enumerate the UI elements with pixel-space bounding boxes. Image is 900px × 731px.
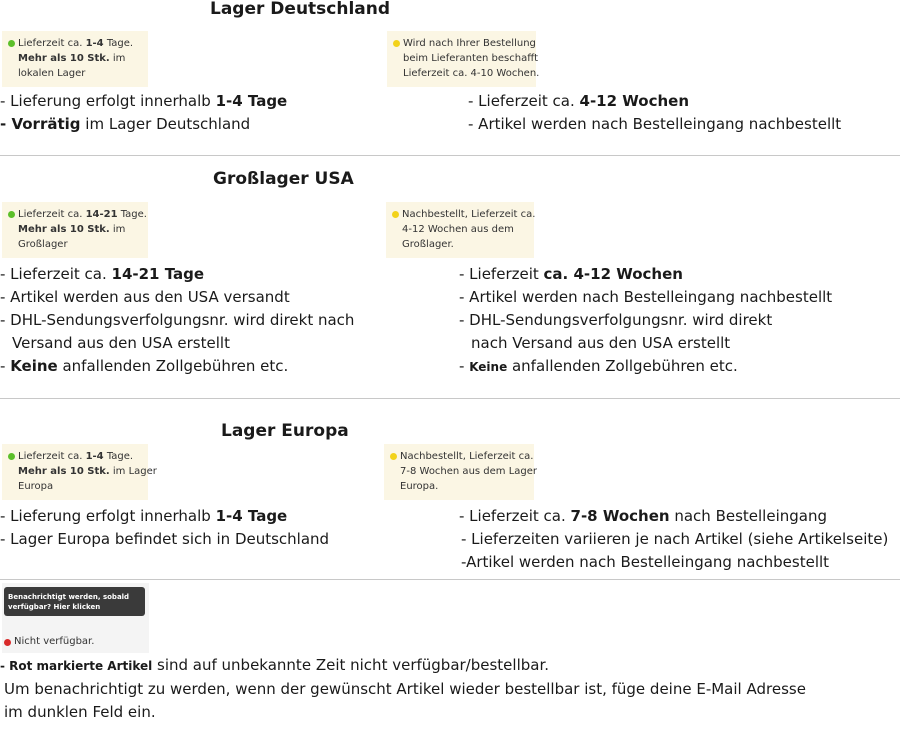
yellow-dot-icon bbox=[393, 40, 400, 47]
info-list-eu-left: - Lieferung erfolgt innerhalb 1-4 Tage - Lager Europa befindet sich in Deutschland bbox=[0, 507, 330, 548]
notify-instructions-line1: Um benachrichtigt zu werden, wenn der gewünscht Artikel wieder bestellbar ist, füge deine E-Mail Adresse bbox=[4, 680, 806, 698]
unavailable-explanation: - Rot markierte Artikel sind auf unbekannte Zeit nicht verfügbar/bestellbar. bbox=[0, 656, 550, 674]
section-title-de: Lager Deutschland bbox=[210, 0, 391, 19]
info-list-de-right: - Lieferzeit ca. 4-12 Wochen - Artikel werden nach Bestelleingang nachbestellt bbox=[468, 92, 842, 133]
notify-instructions-line2: im dunklen Feld ein. bbox=[4, 703, 156, 721]
unavailable-status: Nicht verfügbar. bbox=[4, 636, 94, 647]
red-dot-icon bbox=[4, 639, 11, 646]
divider bbox=[0, 398, 900, 399]
green-dot-icon bbox=[8, 453, 15, 460]
stock-box-backorder-eu: Nachbestellt, Lieferzeit ca. 7-8 Wochen aus dem Lager Europa. bbox=[384, 444, 534, 500]
section-title-usa: Großlager USA bbox=[213, 169, 354, 189]
yellow-dot-icon bbox=[392, 211, 399, 218]
divider bbox=[0, 579, 900, 580]
divider bbox=[0, 155, 900, 156]
stock-box-available-de: Lieferzeit ca. 1-4 Tage. Mehr als 10 Stk. im lokalen Lager bbox=[2, 31, 148, 87]
stock-box-backorder-de: Wird nach Ihrer Bestellung beim Lieferanten beschafft Lieferzeit ca. 4-10 Wochen. bbox=[387, 31, 536, 87]
info-list-de-left: - Lieferung erfolgt innerhalb 1-4 Tage - Vorrätig im Lager Deutschland bbox=[0, 92, 288, 133]
stock-box-available-eu: Lieferzeit ca. 1-4 Tage. Mehr als 10 Stk. im Lager Europa bbox=[2, 444, 148, 500]
info-list-eu-right: - Lieferzeit ca. 7-8 Wochen nach Bestelleingang - Lieferzeiten variieren je nach Artikel (siehe Artikelseite) -Artikel werden nach Bestelleingang nachbestellt bbox=[459, 507, 889, 571]
green-dot-icon bbox=[8, 40, 15, 47]
info-list-usa-right: - Lieferzeit ca. 4-12 Wochen - Artikel werden nach Bestelleingang nachbestellt - DHL-Sendungsverfolgungsnr. wird direkt nach Versand aus den USA erstellt - Keine anfallenden Zollgebühren etc. bbox=[459, 265, 833, 375]
stock-box-available-usa: Lieferzeit ca. 14-21 Tage. Mehr als 10 Stk. im Großlager bbox=[2, 202, 148, 258]
green-dot-icon bbox=[8, 211, 15, 218]
yellow-dot-icon bbox=[390, 453, 397, 460]
notify-button[interactable]: Benachrichtigt werden, sobald verfügbar? Hier klicken bbox=[4, 587, 145, 616]
info-list-usa-left: - Lieferzeit ca. 14-21 Tage - Artikel werden aus den USA versandt - DHL-Sendungsverfolgungsnr. wird direkt nach Versand aus den USA erstellt - Keine anfallenden Zollgebühren etc. bbox=[0, 265, 355, 375]
section-title-eu: Lager Europa bbox=[221, 421, 349, 441]
stock-box-backorder-usa: Nachbestellt, Lieferzeit ca. 4-12 Wochen aus dem Großlager. bbox=[386, 202, 534, 258]
